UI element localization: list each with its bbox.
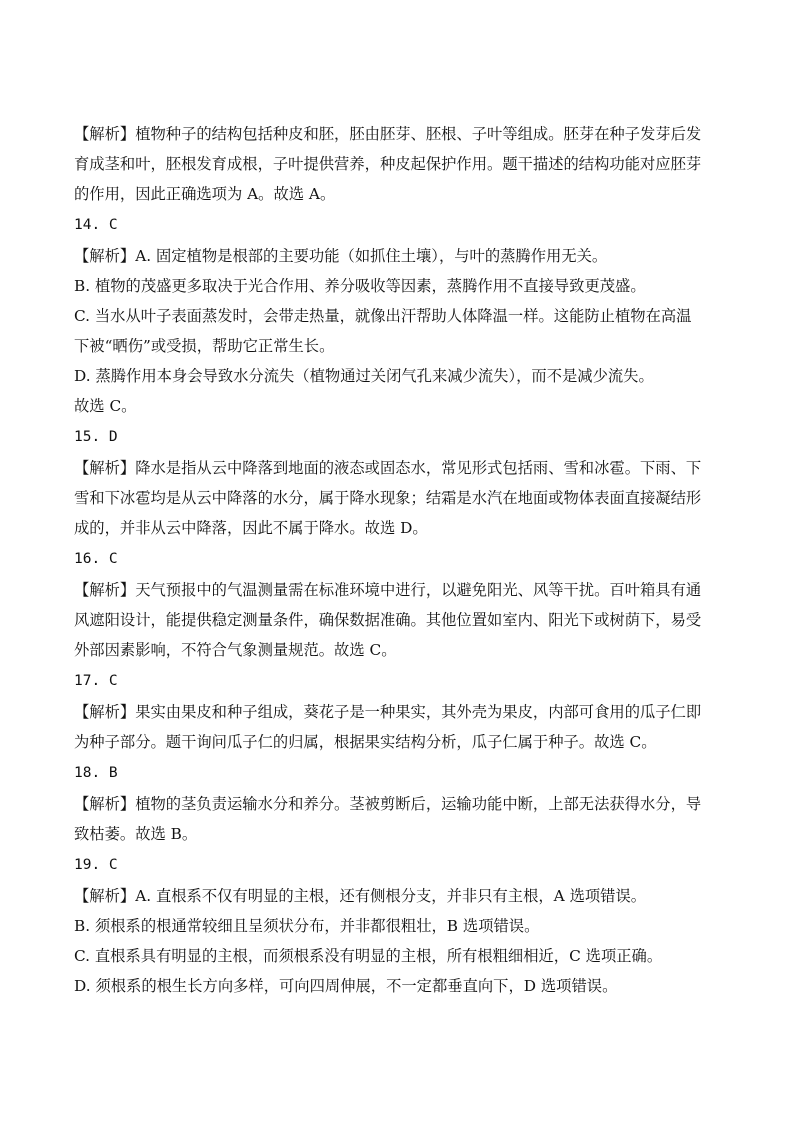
question-number-text: 15. D	[74, 429, 118, 445]
explanation-line: 【解析】植物种子的结构包括种皮和胚，胚由胚芽、胚根、子叶等组成。胚芽在种子发芽后发	[74, 125, 702, 143]
explanation-line: 风遮阳设计，能提供稳定测量条件，确保数据准确。其他位置如室内、阳光下或树荫下，易受	[74, 611, 702, 629]
explanation-line: 的作用，因此正确选项为 A。故选 A。	[74, 185, 336, 203]
explanation-paragraph	[74, 124, 726, 204]
explanation-line: 【解析】降水是指从云中降落到地面的液态或固态水，常见形式包括雨、雪和冰雹。下雨、下	[74, 459, 702, 477]
explanation-line: 外部因素影响，不符合气象测量规范。故选 C。	[74, 641, 397, 659]
explanation-paragraph	[74, 458, 726, 538]
question-number-text: 19. C	[74, 857, 118, 873]
explanation-line: 故选 C。	[74, 397, 137, 415]
explanation-line: B. 须根系的根通常较细且呈须状分布，并非都很粗壮，B 选项错误。	[74, 917, 540, 935]
explanation-line: 【解析】A. 直根系不仅有明显的主根，还有侧根分支，并非只有主根，A 选项错误。	[74, 887, 647, 905]
explanation-line: C. 当水从叶子表面蒸发时，会带走热量，就像出汗帮助人体降温一样。这能防止植物在高温	[74, 307, 692, 325]
question-number	[74, 763, 726, 783]
explanation-line: 【解析】果实由果皮和种子组成，葵花子是一种果实，其外壳为果皮，内部可食用的瓜子仁即	[74, 703, 702, 721]
explanation-line: 【解析】天气预报中的气温测量需在标准环境中进行，以避免阳光、风等干扰。百叶箱具有通	[74, 581, 702, 599]
question-number-text: 14. C	[74, 217, 118, 233]
explanation-line: 育成茎和叶，胚根发育成根，子叶提供营养，种皮起保护作用。题干描述的结构功能对应胚芽	[74, 155, 702, 173]
question-number	[74, 855, 726, 875]
question-number-text: 16. C	[74, 551, 118, 567]
explanation-line: 致枯萎。故选 B。	[74, 825, 198, 843]
explanation-paragraph	[74, 702, 726, 752]
explanation-line: D. 蒸腾作用本身会导致水分流失（植物通过关闭气孔来减少流失），而不是减少流失。	[74, 367, 654, 385]
explanation-paragraph	[74, 794, 726, 844]
question-number-text: 17. C	[74, 673, 118, 689]
explanation-paragraph	[74, 246, 726, 416]
explanation-line: 【解析】植物的茎负责运输水分和养分。茎被剪断后，运输功能中断，上部无法获得水分，导	[74, 795, 702, 813]
explanation-line: D. 须根系的根生长方向多样，可向四周伸展，不一定都垂直向下，D 选项错误。	[74, 977, 618, 995]
answer-explanations	[74, 124, 726, 1007]
explanation-line: 成的，并非从云中降落，因此不属于降水。故选 D。	[74, 519, 428, 537]
question-number-text: 18. B	[74, 765, 118, 781]
explanation-line: 【解析】A. 固定植物是根部的主要功能（如抓住土壤），与叶的蒸腾作用无关。	[74, 247, 608, 265]
explanation-line: 下被“晒伤”或受损，帮助它正常生长。	[74, 337, 335, 355]
question-number	[74, 427, 726, 447]
explanation-paragraph	[74, 580, 726, 660]
question-number	[74, 215, 726, 235]
explanation-paragraph	[74, 886, 726, 996]
question-number	[74, 671, 726, 691]
explanation-line: B. 植物的茂盛更多取决于光合作用、养分吸收等因素，蒸腾作用不直接导致更茂盛。	[74, 277, 646, 295]
question-number	[74, 549, 726, 569]
explanation-line: 雪和下冰雹均是从云中降落的水分，属于降水现象；结霜是水汽在地面或物体表面直接凝结形	[74, 489, 702, 507]
explanation-line: C. 直根系具有明显的主根，而须根系没有明显的主根，所有根粗细相近，C 选项正确。	[74, 947, 663, 965]
explanation-line: 为种子部分。题干询问瓜子仁的归属，根据果实结构分析，瓜子仁属于种子。故选 C。	[74, 733, 657, 751]
